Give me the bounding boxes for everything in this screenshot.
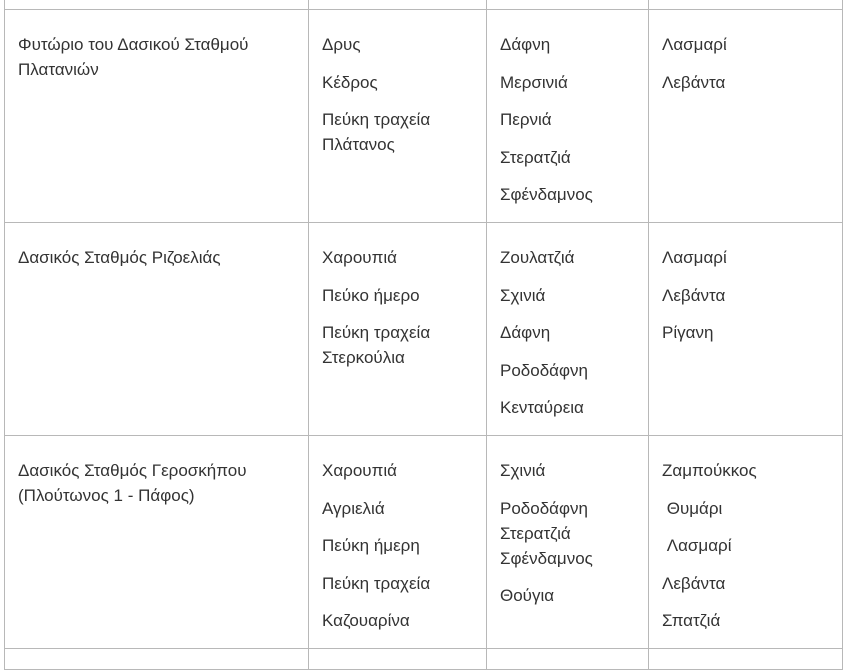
species-item: Λασμαρί bbox=[662, 248, 727, 267]
species-cell-col2 bbox=[309, 436, 487, 649]
species-item: Ροδοδάφνη Στερατζιά Σφένδαμνος bbox=[500, 498, 593, 568]
species-item: Ζουλατζιά bbox=[500, 248, 575, 267]
station-name: Φυτώριο του Δασικού Σταθμού Πλατανιών bbox=[18, 35, 249, 79]
species-item: Λασμαρί bbox=[662, 536, 732, 555]
species-cell-col4 bbox=[649, 223, 843, 436]
table-row bbox=[5, 649, 843, 670]
nursery-species-table bbox=[4, 0, 843, 670]
species-list bbox=[500, 458, 636, 608]
species-item: Κενταύρεια bbox=[500, 398, 584, 417]
species-list bbox=[662, 458, 830, 633]
species-item: Δάφνη bbox=[500, 323, 551, 342]
species-item: Σπατζιά bbox=[662, 611, 721, 630]
species-item: Ροδοδάφνη bbox=[500, 360, 588, 380]
table-row bbox=[5, 10, 843, 223]
species-item: Αγριελιά bbox=[322, 498, 385, 518]
species-item: Πεύκη τραχεία Στερκούλια bbox=[322, 323, 431, 367]
species-item: Χαρουπιά bbox=[322, 248, 397, 267]
species-item: Θούγια bbox=[500, 586, 555, 605]
species-item: Περνιά bbox=[500, 110, 552, 129]
station-cell bbox=[5, 436, 309, 649]
species-item: Σφένδαμνος bbox=[500, 185, 593, 204]
species-item: Πεύκο ήμερο bbox=[322, 285, 420, 305]
table-row bbox=[5, 436, 843, 649]
species-item: Πεύκη ήμερη bbox=[322, 536, 420, 555]
table-top-row bbox=[5, 0, 843, 10]
table-row bbox=[5, 223, 843, 436]
station-cell bbox=[5, 10, 309, 223]
species-list bbox=[322, 458, 474, 633]
species-item: Σχινιά bbox=[500, 461, 546, 480]
species-item: Πεύκη τραχεία bbox=[322, 573, 431, 593]
station-name: Δασικός Σταθμός Ριζοελιάς bbox=[18, 248, 221, 267]
species-cell-col4 bbox=[649, 436, 843, 649]
species-cell-col3 bbox=[487, 10, 649, 223]
species-item: Χαρουπιά bbox=[322, 461, 397, 480]
species-item: Λεβάντα bbox=[662, 573, 726, 593]
species-item: Δάφνη bbox=[500, 35, 551, 54]
species-item: Σχινιά bbox=[500, 285, 546, 305]
species-list bbox=[662, 32, 830, 95]
species-cell-col2 bbox=[309, 223, 487, 436]
species-cell-col4 bbox=[649, 10, 843, 223]
nursery-species-table-wrap bbox=[4, 0, 843, 670]
species-item: Στερατζιά bbox=[500, 147, 571, 167]
species-item: Πεύκη τραχεία Πλάτανος bbox=[322, 110, 431, 154]
species-item: Ρίγανη bbox=[662, 323, 714, 342]
species-item: Λεβάντα bbox=[662, 285, 726, 305]
species-cell-col3 bbox=[487, 223, 649, 436]
station-cell bbox=[5, 223, 309, 436]
species-list bbox=[500, 32, 636, 207]
species-list bbox=[322, 32, 474, 157]
species-item: Ζαμπούκκος bbox=[662, 461, 757, 480]
species-item: Καζουαρίνα bbox=[322, 611, 410, 630]
species-cell-col3 bbox=[487, 436, 649, 649]
species-item: Λασμαρί bbox=[662, 35, 727, 54]
species-list bbox=[662, 245, 830, 345]
species-list bbox=[322, 245, 474, 370]
species-item: Μερσινιά bbox=[500, 72, 568, 92]
species-cell-col2 bbox=[309, 10, 487, 223]
species-item: Δρυς bbox=[322, 35, 361, 54]
species-item: Κέδρος bbox=[322, 72, 378, 92]
station-name: Δασικός Σταθμός Γεροσκήπου (Πλούτωνος 1 - Πάφος) bbox=[18, 461, 247, 505]
species-list bbox=[500, 245, 636, 420]
species-item: Λεβάντα bbox=[662, 72, 726, 92]
species-item: Θυμάρι bbox=[662, 498, 723, 518]
